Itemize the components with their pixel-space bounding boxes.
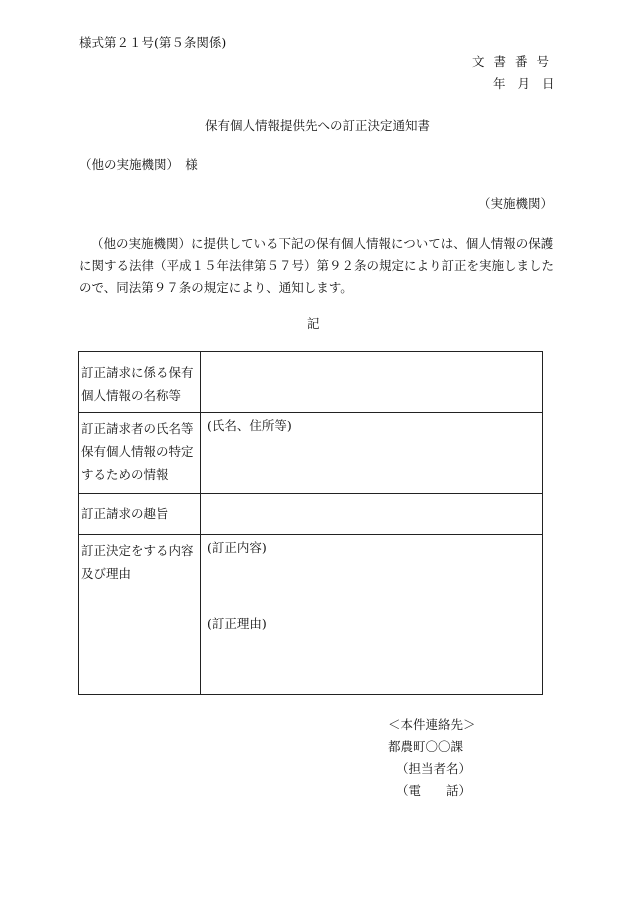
correction-table (78, 351, 543, 695)
table-row (79, 352, 543, 413)
notice-body: （他の実施機関）に提供している下記の保有個人情報については、個人情報の保護に関する法律（平成１５年法律第５７号）第９２条の規定により訂正を実施しましたので、同法第９７条の規定により、通知します。 (79, 236, 555, 295)
ki-heading: 記 (307, 316, 320, 331)
row-label-requester: 訂正請求者の氏名等保有個人情報の特定するための情報 (79, 413, 201, 494)
date-label: 年月日 (493, 76, 567, 91)
sender-agency: （実施機関） (478, 196, 554, 211)
contact-person: （担当者名） (396, 761, 472, 776)
table-row (79, 535, 543, 695)
correction-reason-label: (訂正理由) (207, 616, 267, 631)
document-number-label: 文書番号 (472, 54, 559, 69)
requester-note: (氏名、住所等) (207, 418, 292, 433)
row-label-info-name: 訂正請求に係る保有個人情報の名称等 (79, 352, 201, 413)
row-value-purpose (201, 494, 543, 535)
addressee: （他の実施機関） 様 (79, 157, 198, 172)
document-title: 保有個人情報提供先への訂正決定通知書 (205, 118, 431, 133)
contact-department: 都農町〇〇課 (388, 739, 464, 754)
contact-phone: （電 話） (396, 783, 472, 798)
row-value-info-name (201, 352, 543, 413)
form-number: 様式第２１号(第５条関係) (79, 35, 227, 50)
table-row (79, 413, 543, 494)
contact-heading: ＜本件連絡先＞ (388, 717, 476, 732)
correction-content-label: (訂正内容) (207, 540, 267, 555)
row-label-purpose: 訂正請求の趣旨 (79, 494, 201, 535)
row-label-decision: 訂正決定をする内容及び理由 (79, 535, 201, 695)
table-row (79, 494, 543, 535)
contact-block (388, 714, 476, 802)
